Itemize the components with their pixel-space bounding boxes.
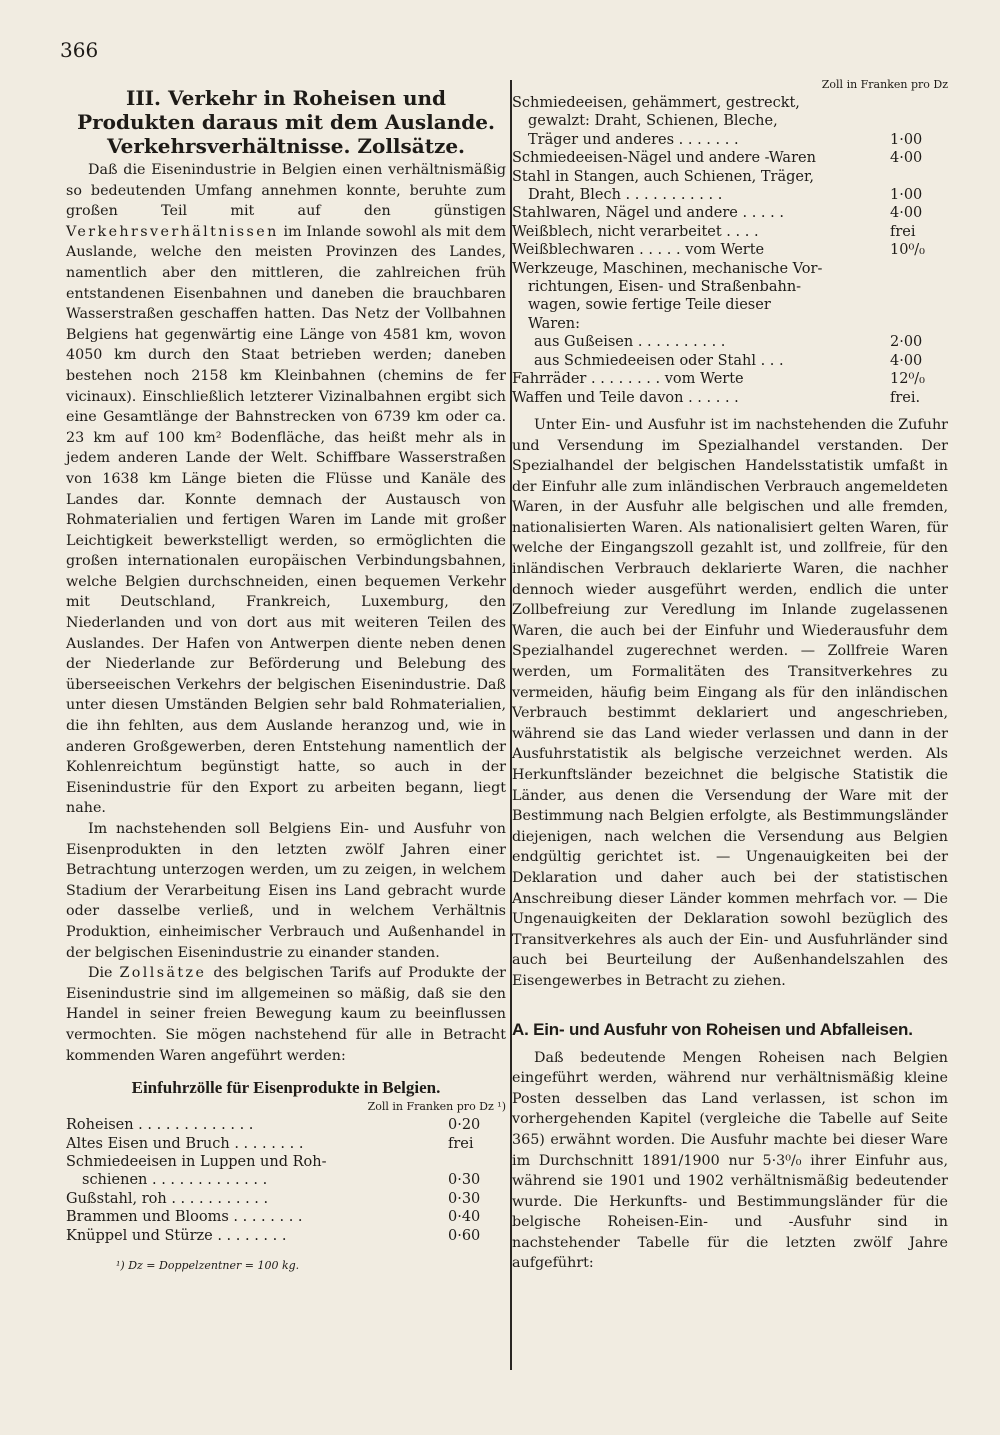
- tariff-row-value: 0·30: [448, 1172, 481, 1189]
- tariff-row-label: Brammen und Blooms . . . . . . . .: [66, 1209, 303, 1226]
- footnote: ¹) Dz = Doppelzentner = 100 kg.: [116, 1258, 300, 1272]
- tariff-row: [66, 1116, 506, 1134]
- tariff-row-label: Schmiedeeisen-Nägel und andere -Waren: [512, 150, 816, 167]
- tariff-row-label: Fahrräder . . . . . . . . vom Werte: [512, 371, 744, 388]
- tariff-row-value: 0·30: [448, 1190, 481, 1207]
- tariff-row-label: Schmiedeeisen, gehämmert, gestreckt,: [512, 95, 800, 111]
- tariff-row-label: Gußstahl, roh . . . . . . . . . . .: [66, 1190, 269, 1207]
- p1-spaced-term: Verkehrsverhältnissen: [66, 223, 279, 240]
- tariff-row-value: [888, 260, 948, 278]
- tariff-row: [512, 241, 948, 259]
- tariff-row-value: [888, 168, 948, 186]
- tariff-row-value: 4·00: [890, 352, 923, 369]
- tariff-row-label: Waren:: [528, 315, 581, 332]
- paragraph-roheisen: Daß bedeutende Mengen Roheisen nach Belgien eingeführt werden, während nur verhältnismäßig kleine Posten desselben das Land verlassen, ist schon im vorhergehenden Kapitel (vergleiche die Tabelle auf Seite 365) erwähnt worden. Die Ausfuhr machte bei dieser Ware im Durchschnitt 1891/1900 nur 5·3⁰/₀ ihrer Einfuhr aus, während sie 1901 und 1902 verhältnismäßig bedeutender wurde. Die Herkunfts- und Bestimmungsländer für die belgische Roheisen-Ein- und -Ausfuhr sind in nachstehender Tabelle für die letzten zwölf Jahre aufgeführt:: [512, 1049, 948, 1272]
- tariff-row: [512, 204, 948, 222]
- tariff-row-value: 2·00: [890, 334, 923, 351]
- tariff-row-label: Werkzeuge, Maschinen, mechanische Vor-: [512, 260, 823, 277]
- tariff-row-value: 0·20: [448, 1117, 481, 1134]
- p3-text-a: Die: [88, 965, 120, 982]
- tariff-row-label: Weißblech, nicht verarbeitet . . . .: [512, 223, 759, 240]
- tariff-row-value: 0·60: [448, 1227, 481, 1244]
- tariff-row: [512, 149, 948, 167]
- tariff-table-unit: Zoll in Franken pro Dz ¹): [367, 1100, 506, 1114]
- tariff-row: [512, 333, 948, 351]
- tariff-row: [66, 1227, 506, 1245]
- tariff-row-label: wagen, sowie fertige Teile dieser: [528, 297, 771, 314]
- tariff-row-value: 10⁰/₀: [890, 242, 925, 259]
- tariff-row-value: [888, 94, 948, 112]
- tariff-row-value: frei: [448, 1135, 474, 1152]
- subsection-heading: A. Ein- und Ausfuhr von Roheisen und Abfalleisen.: [512, 1019, 913, 1039]
- p3-spaced-term: Zollsätze: [119, 965, 207, 982]
- tariff-row: [512, 389, 948, 407]
- tariff-row-value: 4·00: [890, 205, 923, 222]
- tariff-row-value: 4·00: [890, 150, 923, 167]
- paragraph-spezialhandel: Unter Ein- und Ausfuhr ist im nachstehenden die Zufuhr und Versendung im Spezialhandel verstanden. Der Spezialhandel der belgischen Handelsstatistik umfaßt in der Einfuhr alle zum inländischen Verbrauch angemeldeten Waren, in der Ausfuhr alle belgischen und alle fremden, nationalisierten Waren. Als nationalisiert gelten Waren, für welche der Eingangszoll gezahlt ist, und zollfreie, für den inländischen Verbrauch deklarierte Waren, die nachher dennoch wieder ausgeführt werden, endlich die unter Zollbefreiung zur Veredlung im Inlande zugelassenen Waren, die auch bei der Einfuhr und Wiederausfuhr dem Spezialhandel zugerechnet werden. — Zollfreie Waren werden, um Formalitäten des Transitverkehres zu vermeiden, häufig beim Eingang als für den inländischen Verbrauch bestimmt deklariert und angeschrieben, während sie das Land wieder verlassen und dann in der Ausfuhrstatistik als belgische verzeichnet werden. Als Herkunftsländer bezeichnet die belgische Statistik die Länder, aus denen die Versendung der Ware mit der Bestimmung nach Belgien erfolgte, als Bestimmungsländer diejenigen, nach welchen die Versendung aus Belgien endgültig gerichtet ist. — Ungenauigkeiten bei der Deklaration und daher auch bei der statistischen Anschreibung dieser Länder kommen mehrfach vor. — Die Ungenauigkeiten der Deklaration sowohl bezüglich des Transitverkehres als auch der Ein- und Ausfuhrländer sind auch bei Beurteilung der Außenhandelszahlen des Eisengewerbes in Betracht zu ziehen.: [512, 416, 948, 989]
- tariff-row-label: Waffen und Teile davon . . . . . .: [512, 389, 739, 406]
- tariff-row: [512, 168, 948, 186]
- tariff-row-value: [446, 1153, 506, 1171]
- tariff-row: [512, 94, 948, 112]
- tariff-row-label: Stahl in Stangen, auch Schienen, Träger,: [512, 168, 814, 185]
- section-heading: III. Verkehr in Roheisen und Produkten daraus mit dem Auslande. Verkehrsverhältnisse. Zollsätze.: [77, 86, 495, 158]
- tariff-table-title: Einfuhrzölle für Eisenprodukte in Belgien.: [131, 1078, 441, 1098]
- tariff-row-label: Draht, Blech . . . . . . . . . . .: [528, 187, 723, 204]
- right-column: [512, 78, 948, 1274]
- tariff-row: [512, 223, 948, 241]
- tariff-row-label: Träger und anderes . . . . . . .: [528, 131, 739, 148]
- tariff-row: [512, 296, 948, 314]
- tariff-row: [66, 1153, 506, 1171]
- paragraph-betrachtung: Im nachstehenden soll Belgiens Ein- und Ausfuhr von Eisenprodukten in den letzten zwölf Jahren einer Betrachtung unterzogen werden, um zu zeigen, in welchem Stadium der Verarbeitung Eisen ins Land gebracht wurde oder dasselbe verließ, und in welchem Verhältnis Produktion, einheimischer Verbrauch und Außenhandel in der belgischen Eisenindustrie zu einander standen.: [66, 821, 506, 961]
- tariff-row-label: Roheisen . . . . . . . . . . . . .: [66, 1117, 254, 1134]
- p1-text-a: Daß die Eisenindustrie in Belgien einen verhältnismäßig so bedeutenden Umfang annehmen konnte, beruhte zum großen Teil mit auf den günstigen: [66, 162, 506, 220]
- tariff-row-value: [888, 296, 948, 314]
- tariff-table-left: [66, 1116, 506, 1245]
- tariff-row: [66, 1208, 506, 1226]
- tariff-row-label: schienen . . . . . . . . . . . . .: [82, 1172, 268, 1189]
- paragraph-zollsaetze: [66, 963, 506, 1066]
- tariff-row-value: 12⁰/₀: [890, 371, 925, 388]
- tariff-row-label: Stahlwaren, Nägel und andere . . . . .: [512, 205, 784, 222]
- tariff-row: [512, 131, 948, 149]
- left-column: [66, 86, 506, 1272]
- tariff-row-value: [888, 112, 948, 130]
- tariff-row-value: frei: [890, 223, 916, 240]
- tariff-table-right: [512, 94, 948, 407]
- p3-text-b: des belgischen Tarifs auf Produkte der Eisenindustrie sind im allgemeinen so mäßig, daß sie den Handel in seiner freien Bewegung kaum zu beeinflussen vermochten. Sie mögen nachstehend für alle in Betracht kommenden Waren angeführt werden:: [66, 965, 506, 1064]
- tariff-row-value: [888, 278, 948, 296]
- tariff-row-label: aus Schmiedeeisen oder Stahl . . .: [534, 352, 784, 369]
- tariff-row-value: 0·40: [448, 1209, 481, 1226]
- tariff-row: [66, 1135, 506, 1153]
- tariff-table-unit-right: Zoll in Franken pro Dz: [821, 78, 948, 91]
- tariff-row-label: Knüppel und Stürze . . . . . . . .: [66, 1227, 287, 1244]
- tariff-row: [512, 260, 948, 278]
- p1-text-b: im Inlande sowohl als mit dem Auslande, welche den meisten Provinzen des Landes, namentlich aber den mittleren, die zahlreichen früh entstandenen Eisenbahnen und daneben die brauchbaren Wasserstraßen geschaffen hatten. Das Netz der Vollbahnen Belgiens hat gegenwärtig eine Länge von 4581 km, wovon 4050 km durch den Staat betrieben werden; daneben bestehen noch 2158 km Kleinbahnen (chemins de fer vicinaux). Einschließlich letzterer Vizinalbahnen ergibt sich eine Gesamtlänge der Bahnstrecken von 6739 km oder ca. 23 km auf 100 km² Bodenfläche, das heißt mehr als in jedem anderen Lande der Welt. Schiffbare Wasserstraßen von 1638 km Länge bieten die Flüsse und Kanäle des Landes dar. Konnte demnach der Austausch von Rohmaterialien und fertigen Waren im Lande mit großer Leichtigkeit bewerkstelligt werden, so ermöglichten die großen internationalen europäischen Verbindungsbahnen, welche Belgien durchschneiden, einen bequemen Verkehr mit Deutschland, Frankreich, Luxemburg, den Niederlanden und von dort aus mit weiteren Teilen des Auslandes. Der Hafen von Antwerpen diente neben denen der Niederlande zur Beförderung und Belebung des überseeischen Verkehrs der belgischen Eisenindustrie. Daß unter diesen Umständen Belgien sehr bald Rohmaterialien, die ihn fehlten, aus dem Auslande heranzog und, wie in anderen Großgewerben, deren Entstehung namentlich der Kohlenreichtum begünstigt hatte, so auch in der Eisenindustrie für den Export zu arbeiten begann, liegt nahe.: [66, 223, 506, 817]
- tariff-row: [512, 112, 948, 130]
- tariff-row: [66, 1171, 506, 1189]
- tariff-row-value: 1·00: [890, 131, 923, 148]
- paragraph-verkehr: [66, 160, 506, 819]
- tariff-row-label: gewalzt: Draht, Schienen, Bleche,: [528, 113, 778, 130]
- tariff-row: [512, 186, 948, 204]
- tariff-row-label: richtungen, Eisen- und Straßenbahn-: [528, 279, 802, 296]
- tariff-row-label: Altes Eisen und Bruch . . . . . . . .: [66, 1135, 304, 1152]
- tariff-row-value: [888, 315, 948, 333]
- tariff-row-value: frei.: [890, 389, 921, 406]
- tariff-row-value: 1·00: [890, 187, 923, 204]
- tariff-row-label: aus Gußeisen . . . . . . . . . .: [534, 334, 726, 351]
- tariff-row: [512, 352, 948, 370]
- tariff-row: [512, 315, 948, 333]
- tariff-row-label: Weißblechwaren . . . . . vom Werte: [512, 242, 765, 259]
- tariff-row: [512, 370, 948, 388]
- tariff-row: [66, 1190, 506, 1208]
- page-number: 366: [60, 38, 99, 62]
- tariff-row: [512, 278, 948, 296]
- tariff-row-label: Schmiedeeisen in Luppen und Roh-: [66, 1153, 327, 1170]
